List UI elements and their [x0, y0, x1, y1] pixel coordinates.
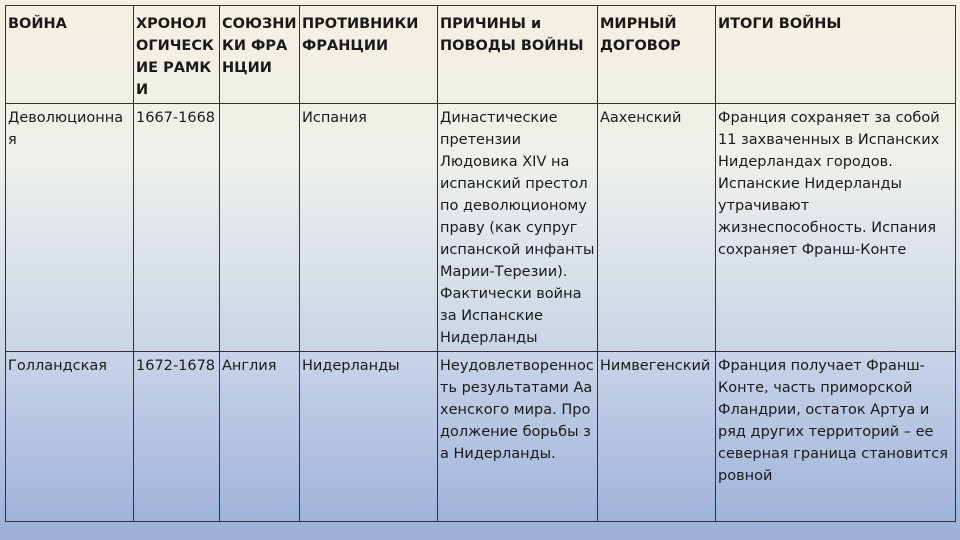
header-dates: ХРОНОЛОГИЧЕСКИЕ РАМКИ [134, 6, 220, 104]
war-dates: 1672-1678 [134, 352, 220, 522]
war-results: Франция сохраняет за собой 11 захваченных в Испанских Нидерландах городов. Испанские Нидерланды утрачивают жизнеспособность. Испания сохраняет Франш-Конте [716, 104, 956, 352]
header-row [6, 6, 956, 104]
war-name: Деволюционная [6, 104, 134, 352]
table-row [6, 352, 956, 522]
war-causes: Династические претензии Людовика XIV на испанский престол по деволюционому праву (как супруг испанской инфанты Марии-Терезии). Фактически война за Испанские Нидерланды [438, 104, 598, 352]
war-name: Голландская [6, 352, 134, 522]
header-treaty: МИРНЫЙ ДОГОВОР [598, 6, 716, 104]
war-enemies: Испания [300, 104, 438, 352]
header-causes: ПРИЧИНЫ и ПОВОДЫ ВОЙНЫ [438, 6, 598, 104]
header-enemies: ПРОТИВНИКИ ФРАНЦИИ [300, 6, 438, 104]
table-row [6, 104, 956, 352]
header-allies: СОЮЗНИКИ ФРАНЦИИ [220, 6, 300, 104]
war-enemies: Нидерланды [300, 352, 438, 522]
war-allies: Англия [220, 352, 300, 522]
header-results: ИТОГИ ВОЙНЫ [716, 6, 956, 104]
war-treaty: Аахенский [598, 104, 716, 352]
war-dates: 1667-1668 [134, 104, 220, 352]
war-causes: Неудовлетворенность результатами Аахенского мира. Продолжение борьбы за Нидерланды. [438, 352, 598, 522]
war-allies [220, 104, 300, 352]
war-treaty: Нимвегенский [598, 352, 716, 522]
header-war: ВОЙНА [6, 6, 134, 104]
wars-table [5, 5, 956, 522]
war-results: Франция получает Франш-Конте, часть приморской Фландрии, остаток Артуа и ряд других территорий – ее северная граница становится ровной [716, 352, 956, 522]
